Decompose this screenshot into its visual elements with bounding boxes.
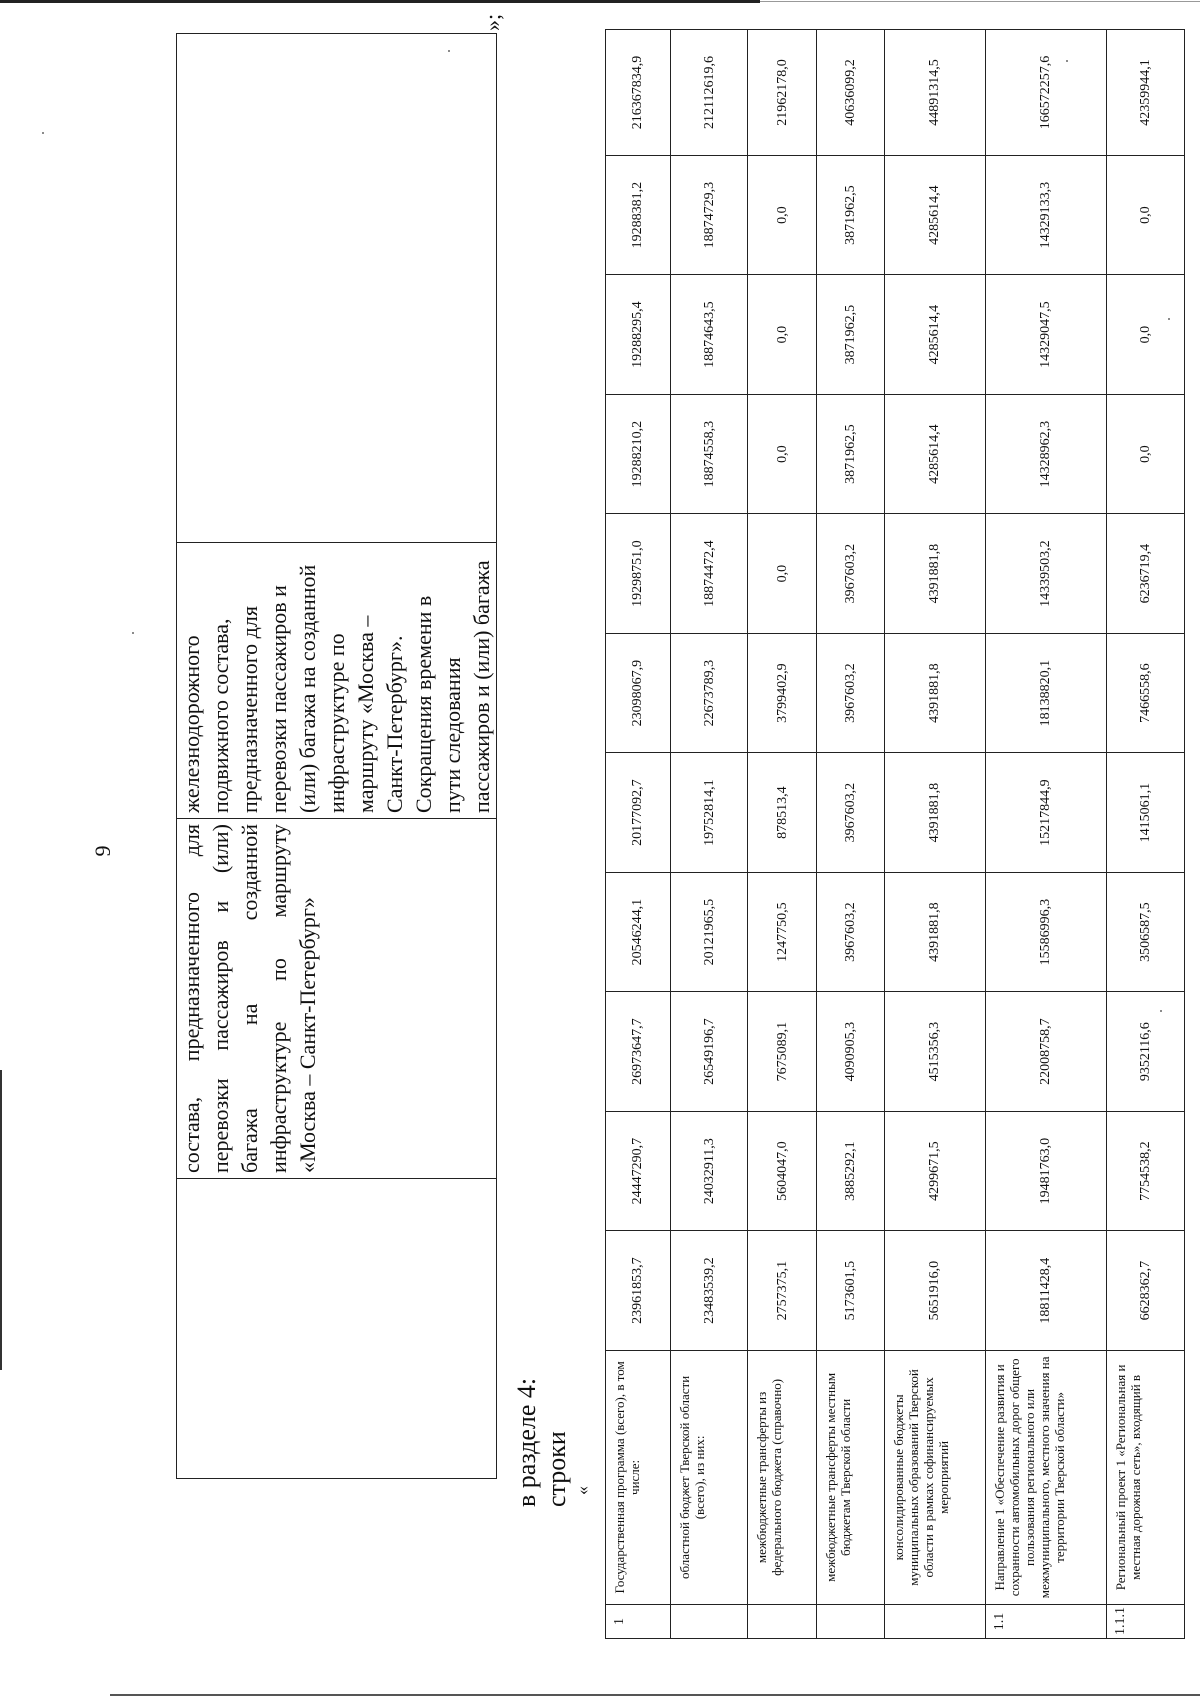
value-cell: 4285614,4 (885, 275, 985, 395)
row-label: областной бюджет Тверской области (всего), из них: (670, 1350, 748, 1604)
value-cell: 18874643,5 (670, 275, 748, 395)
value-cell: 40636099,2 (816, 30, 884, 156)
value-cell: 5173601,5 (816, 1231, 884, 1351)
value-cell: 3871962,5 (816, 275, 884, 395)
value-cell: 3967603,2 (816, 633, 884, 753)
value-cell: 3967603,2 (816, 514, 884, 634)
value-cell: 19288210,2 (606, 394, 671, 514)
value-cell: 18874558,3 (670, 394, 748, 514)
value-cell: 7754538,2 (1107, 1111, 1185, 1231)
value-cell: 216367834,9 (606, 30, 671, 156)
opening-quote: « (572, 1486, 592, 1495)
page-number: 9 (90, 845, 115, 857)
value-cell: 4090905,3 (816, 992, 884, 1112)
row-index (670, 1604, 748, 1638)
value-cell: 44891314,5 (885, 30, 985, 156)
value-cell: 22008758,7 (985, 992, 1107, 1112)
table-row (816, 30, 884, 1639)
continuation-text-left: состава, предназначенного для перевозки пассажиров и (или) багажа на созданной инфраструктуре по маршруту «Москва – Санкт-Петербург» (179, 824, 320, 1173)
value-cell: 3871962,5 (816, 394, 884, 514)
value-cell: 3506587,5 (1107, 872, 1185, 992)
value-cell: 19298751,0 (606, 514, 671, 634)
value-cell: 6628362,7 (1107, 1231, 1185, 1351)
section-heading: в разделе 4: (512, 1377, 541, 1507)
value-cell: 19752814,1 (670, 753, 748, 873)
value-cell: 4515356,3 (885, 992, 985, 1112)
value-cell: 3967603,2 (816, 753, 884, 873)
value-cell: 1415061,1 (1107, 753, 1185, 873)
value-cell: 5604047,0 (748, 1111, 816, 1231)
value-cell: 15586996,3 (985, 872, 1107, 992)
value-cell: 0,0 (748, 155, 816, 275)
value-cell: 6236719,4 (1107, 514, 1185, 634)
value-cell: 26549196,7 (670, 992, 748, 1112)
value-cell: 3967603,2 (816, 872, 884, 992)
table-row (1107, 30, 1185, 1639)
value-cell: 3799402,9 (748, 633, 816, 753)
value-cell: 0,0 (1107, 394, 1185, 514)
value-cell: 878513,4 (748, 753, 816, 873)
table-row (670, 30, 748, 1639)
value-cell: 14329047,5 (985, 275, 1107, 395)
value-cell: 0,0 (748, 275, 816, 395)
continuation-cell-right (177, 543, 497, 819)
value-cell: 42359944,1 (1107, 30, 1185, 156)
table-row (606, 30, 671, 1639)
value-cell: 3871962,5 (816, 155, 884, 275)
value-cell: 14328962,3 (985, 394, 1107, 514)
value-cell: 14329133,3 (985, 155, 1107, 275)
value-cell: 18874729,3 (670, 155, 748, 275)
value-cell: 23098067,9 (606, 633, 671, 753)
value-cell: 4391881,8 (885, 872, 985, 992)
continuation-cell-empty (177, 1179, 497, 1479)
value-cell: 3885292,1 (816, 1111, 884, 1231)
section-subheading: строки (542, 1431, 571, 1507)
continuation-cell-blank (177, 34, 497, 543)
value-cell: 0,0 (1107, 275, 1185, 395)
value-cell: 15217844,9 (985, 753, 1107, 873)
value-cell: 4391881,8 (885, 633, 985, 753)
value-cell: 0,0 (748, 394, 816, 514)
value-cell: 4285614,4 (885, 394, 985, 514)
row-label: Направление 1 «Обеспечение развития и сохранности автомобильных дорог общего пользования регионального или межмуниципального, местного значения на территории Тверской области» (985, 1350, 1107, 1604)
value-cell: 20121965,5 (670, 872, 748, 992)
value-cell: 4299671,5 (885, 1111, 985, 1231)
row-index (748, 1604, 816, 1638)
row-label: Региональный проект 1 «Региональная и местная дорожная сеть», входящий в (1107, 1350, 1185, 1604)
row-index: 1.1 (985, 1604, 1107, 1638)
row-index: 1 (606, 1604, 671, 1638)
value-cell: 212112619,6 (670, 30, 748, 156)
row-index: 1.1.1 (1107, 1604, 1185, 1638)
value-cell: 20177092,7 (606, 753, 671, 873)
closing-mark: »; (480, 13, 505, 31)
value-cell: 19288295,4 (606, 275, 671, 395)
value-cell: 0,0 (748, 514, 816, 634)
row-label: консолидированные бюджеты муниципальных образований Тверской области в рамках софинансируемых мероприятий (885, 1350, 985, 1604)
value-cell: 21962178,0 (748, 30, 816, 156)
continuation-table (176, 33, 497, 1479)
continuation-row (177, 34, 497, 1479)
value-cell: 18138820,1 (985, 633, 1107, 753)
continuation-cell-left (177, 819, 497, 1179)
value-cell: 4285614,4 (885, 155, 985, 275)
row-label: межбюджетные трансферты местным бюджетам Тверской области (816, 1350, 884, 1604)
table-row (985, 30, 1107, 1639)
value-cell: 14339503,2 (985, 514, 1107, 634)
row-label: Государственная программа (всего), в том числе: (606, 1350, 671, 1604)
value-cell: 1247750,5 (748, 872, 816, 992)
continuation-text-right: железнодорожного подвижного состава, предназначенного для перевозки пассажиров и (или) багажа на созданной инфраструктуре по маршруту «Москва – Санкт-Петербург». Сокращения времени в пути следования пассажиров и (или) багажа (179, 560, 494, 813)
value-cell: 23961853,7 (606, 1231, 671, 1351)
value-cell: 9352116,6 (1107, 992, 1185, 1112)
value-cell: 19288381,2 (606, 155, 671, 275)
row-index (885, 1604, 985, 1638)
table-row (748, 30, 816, 1639)
value-cell: 20546244,1 (606, 872, 671, 992)
value-cell: 166572257,6 (985, 30, 1107, 156)
value-cell: 4391881,8 (885, 514, 985, 634)
value-cell: 18811428,4 (985, 1231, 1107, 1351)
value-cell: 23483539,2 (670, 1231, 748, 1351)
value-cell: 19481763,0 (985, 1111, 1107, 1231)
value-cell: 24447290,7 (606, 1111, 671, 1231)
value-cell: 5651916,0 (885, 1231, 985, 1351)
row-index (816, 1604, 884, 1638)
budget-table (605, 29, 1185, 1639)
value-cell: 7466558,6 (1107, 633, 1185, 753)
value-cell: 7675089,1 (748, 992, 816, 1112)
value-cell: 2757375,1 (748, 1231, 816, 1351)
value-cell: 0,0 (1107, 155, 1185, 275)
value-cell: 4391881,8 (885, 753, 985, 873)
value-cell: 18874472,4 (670, 514, 748, 634)
value-cell: 22673789,3 (670, 633, 748, 753)
table-row (885, 30, 985, 1639)
value-cell: 24032911,3 (670, 1111, 748, 1231)
value-cell: 26973647,7 (606, 992, 671, 1112)
row-label: межбюджетные трансферты из федерального бюджета (справочно) (748, 1350, 816, 1604)
